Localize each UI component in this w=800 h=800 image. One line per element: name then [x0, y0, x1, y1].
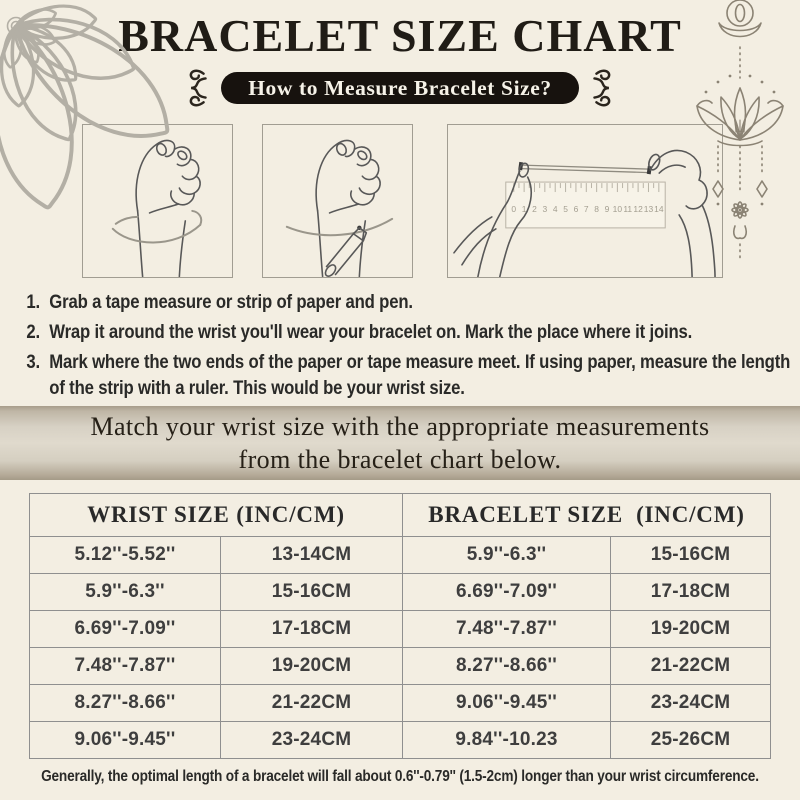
illustration-row	[82, 124, 800, 278]
size-cell: 25-26CM	[610, 722, 770, 758]
table-row	[30, 610, 770, 647]
size-table	[29, 493, 771, 759]
step-text: Mark where the two ends of the paper or tape measure meet. If using paper, measure the length of the strip with a ruler. This would be your wrist size.	[49, 352, 791, 399]
svg-text:1: 1	[521, 203, 527, 214]
size-cell: 9.84''-10.23	[402, 722, 610, 758]
table-row	[30, 573, 770, 610]
svg-text:10: 10	[612, 203, 623, 214]
step-text: Grab a tape measure or strip of paper and pen.	[49, 292, 413, 313]
hands-with-ruler-icon	[448, 125, 722, 277]
match-banner	[0, 406, 800, 480]
size-cell: 21-22CM	[220, 685, 402, 721]
size-cell: 13-14CM	[220, 537, 402, 573]
size-cell: 19-20CM	[220, 648, 402, 684]
step-number: 1.	[26, 292, 40, 313]
svg-text:3: 3	[542, 203, 548, 214]
measure-tape-illustration	[82, 124, 233, 278]
squiggle-right-icon	[592, 67, 618, 109]
svg-text:4: 4	[552, 203, 558, 214]
hand-with-pen-icon	[263, 125, 412, 277]
size-cell: 6.69''-7.09''	[74, 618, 176, 639]
squiggle-left-icon	[182, 67, 208, 109]
svg-text:2: 2	[532, 203, 537, 214]
subtitle-row	[0, 70, 800, 106]
size-cell: 9.06''-9.45''	[74, 729, 176, 750]
size-cell: 19-20CM	[610, 611, 770, 647]
instruction-step	[26, 350, 796, 402]
hand-with-tape-icon	[83, 125, 232, 277]
instruction-list	[0, 290, 796, 402]
table-row	[30, 647, 770, 684]
svg-text:5: 5	[563, 203, 568, 214]
table-row	[30, 684, 770, 721]
size-cell: 5.9''-6.3''	[85, 581, 165, 602]
size-cell: 23-24CM	[610, 685, 770, 721]
svg-text:12: 12	[633, 203, 643, 214]
step-number: 3.	[26, 352, 40, 373]
bracelet-size-header: BRACELET SIZE (INC/CM)	[402, 494, 770, 536]
page-title: BRACELET SIZE CHART	[118, 10, 682, 61]
step-text: Wrap it around the wrist you'll wear your bracelet on. Mark the place where it joins.	[49, 322, 693, 343]
size-cell: 23-24CM	[220, 722, 402, 758]
step-number: 2.	[26, 322, 40, 343]
svg-text:6: 6	[573, 203, 579, 214]
size-cell: 7.48''-7.87''	[74, 655, 176, 676]
size-cell: 5.12''-5.52''	[74, 544, 176, 565]
size-table-body	[30, 536, 770, 758]
table-row	[30, 536, 770, 573]
svg-text:14: 14	[654, 203, 664, 214]
wrist-size-header: WRIST SIZE (INC/CM)	[87, 502, 345, 527]
mark-wrist-illustration	[262, 124, 413, 278]
svg-text:11: 11	[623, 203, 633, 214]
size-cell: 9.06''-9.45''	[402, 685, 610, 721]
size-cell: 15-16CM	[220, 574, 402, 610]
table-row	[30, 721, 770, 758]
size-cell: 8.27''-8.66''	[74, 692, 176, 713]
size-cell: 8.27''-8.66''	[402, 648, 610, 684]
size-cell: 17-18CM	[220, 611, 402, 647]
instruction-step	[26, 320, 796, 346]
svg-text:9: 9	[604, 203, 610, 214]
size-cell: 15-16CM	[610, 537, 770, 573]
instruction-step	[26, 290, 796, 316]
subtitle-pill: How to Measure Bracelet Size?	[221, 72, 579, 104]
ruler-measure-illustration	[447, 124, 723, 278]
svg-text:13: 13	[643, 203, 654, 214]
size-cell: 7.48''-7.87''	[402, 611, 610, 647]
footer-note: Generally, the optimal length of a bracelet will fall about 0.6''-0.79'' (1.5-2cm) longer than your wrist circumference.	[41, 768, 759, 785]
size-table-header	[30, 494, 770, 536]
svg-text:0: 0	[511, 203, 517, 214]
banner-line2: from the bracelet chart below.	[238, 445, 562, 474]
size-cell: 17-18CM	[610, 574, 770, 610]
banner-line1: Match your wrist size with the appropriate measurements	[90, 412, 710, 441]
size-cell: 6.69''-7.09''	[402, 574, 610, 610]
size-cell: 21-22CM	[610, 648, 770, 684]
size-cell: 5.9''-6.3''	[402, 537, 610, 573]
svg-text:7: 7	[583, 203, 589, 214]
svg-text:8: 8	[594, 203, 600, 214]
